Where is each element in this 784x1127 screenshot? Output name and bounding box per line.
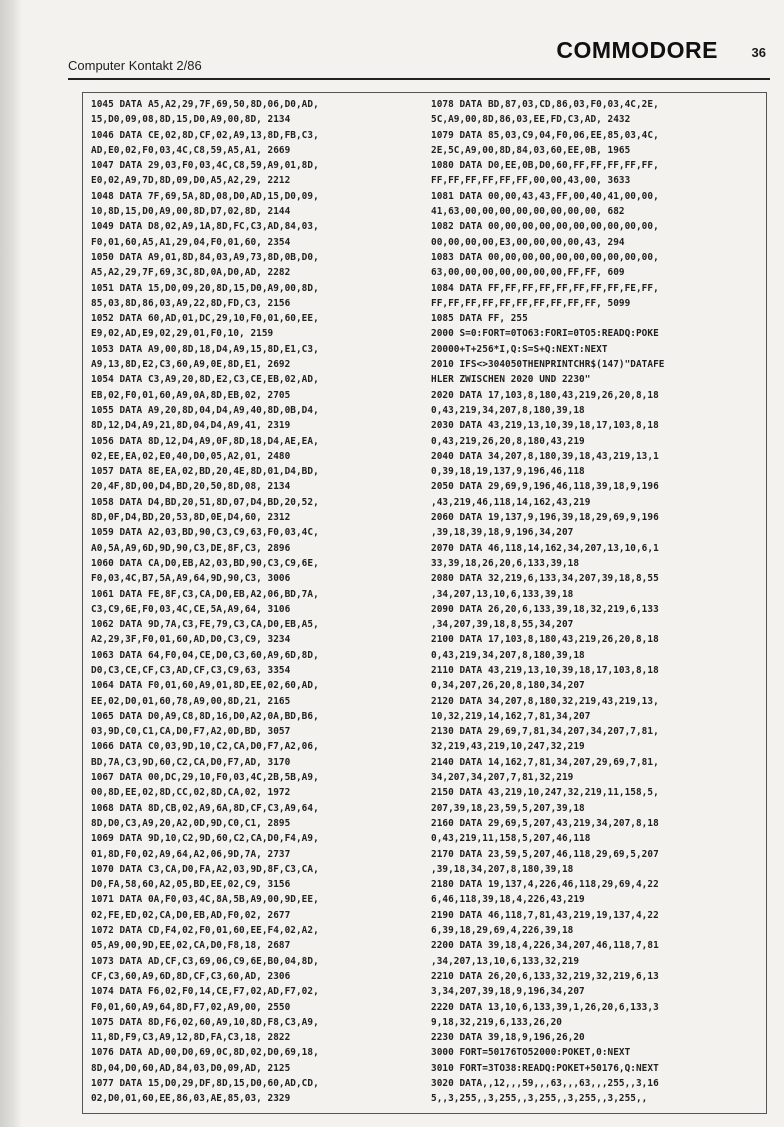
listing-line: 1070 DATA C3,CA,D0,FA,A2,03,9D,8F,C3,CA, <box>91 863 319 875</box>
listing-line: 05,A9,00,9D,EE,02,CA,D0,F8,18, 2687 <box>91 940 291 952</box>
listing-line: 1069 DATA 9D,10,C2,9D,60,C2,CA,D0,F4,A9, <box>91 833 319 845</box>
listing-line: 1057 DATA 8E,EA,02,BD,20,4E,8D,01,D4,BD, <box>91 466 319 478</box>
listing-line: 8D,04,D0,60,AD,84,03,D0,09,AD, 2125 <box>91 1062 291 1074</box>
listing-line: E0,02,A9,7D,8D,09,D0,A5,A2,29, 2212 <box>91 175 291 187</box>
listing-line: 8D,12,D4,A9,21,8D,04,D4,A9,41, 2319 <box>91 420 291 432</box>
listing-line: ,34,207,13,10,6,133,39,18 <box>431 588 574 600</box>
listing-line: 2030 DATA 43,219,13,10,39,18,17,103,8,18 <box>431 420 659 432</box>
listing-line: 2100 DATA 17,103,8,180,43,219,26,20,8,18 <box>431 634 659 646</box>
listing-column-left <box>91 97 319 1107</box>
listing-line: F0,01,60,A9,64,8D,F7,02,A9,00, 2550 <box>91 1001 291 1013</box>
listing-line: 0,43,219,26,20,8,180,43,219 <box>431 435 585 447</box>
listing-line: A9,13,8D,E2,C3,60,A9,0E,8D,E1, 2692 <box>91 359 291 371</box>
listing-line: CF,C3,60,A9,6D,8D,CF,C3,60,AD, 2306 <box>91 970 291 982</box>
listing-line: 0,43,219,11,158,5,207,46,118 <box>431 833 591 845</box>
listing-line: 85,03,8D,86,03,A9,22,8D,FD,C3, 2156 <box>91 297 291 309</box>
listing-line: 207,39,18,23,59,5,207,39,18 <box>431 802 585 814</box>
listing-line: 3,34,207,39,18,9,196,34,207 <box>431 986 585 998</box>
listing-line: F0,03,4C,B7,5A,A9,64,9D,90,C3, 3006 <box>91 573 291 585</box>
listing-line: 1048 DATA 7F,69,5A,8D,08,D0,AD,15,D0,09, <box>91 190 319 202</box>
listing-line: 2050 DATA 29,69,9,196,46,118,39,18,9,196 <box>431 481 659 493</box>
listing-line: 2190 DATA 46,118,7,81,43,219,19,137,4,22 <box>431 909 659 921</box>
listing-line: FF,FF,FF,FF,FF,FF,00,00,43,00, 3633 <box>431 175 631 187</box>
page-number: 36 <box>751 45 766 60</box>
listing-line: 1065 DATA D0,A9,C8,8D,16,D0,A2,0A,BD,B6, <box>91 710 319 722</box>
header-rule <box>68 78 770 80</box>
listing-line: 1062 DATA 9D,7A,C3,FE,79,C3,CA,D0,EB,A5, <box>91 619 319 631</box>
listing-line: 2000 S=0:FORT=0TO63:FORI=0TO5:READQ:POKE <box>431 328 659 340</box>
listing-line: 1075 DATA 8D,F6,02,60,A9,10,8D,F8,C3,A9, <box>91 1016 319 1028</box>
listing-line: 0,39,18,19,137,9,196,46,118 <box>431 466 585 478</box>
listing-line: 02,EE,EA,02,E0,40,D0,05,A2,01, 2480 <box>91 450 291 462</box>
listing-line: 01,8D,F0,02,A9,64,A2,06,9D,7A, 2737 <box>91 848 291 860</box>
listing-line: 00,00,00,00,E3,00,00,00,00,43, 294 <box>431 236 625 248</box>
listing-line: 6,46,118,39,18,4,226,43,219 <box>431 894 585 906</box>
listing-line: 32,219,43,219,10,247,32,219 <box>431 741 585 753</box>
listing-line: 5,,3,255,,3,255,,3,255,,3,255,,3,255,, <box>431 1093 648 1105</box>
listing-line: AD,E0,02,F0,03,4C,C8,59,A5,A1, 2669 <box>91 144 291 156</box>
listing-line: 1077 DATA 15,D0,29,DF,8D,15,D0,60,AD,CD, <box>91 1078 319 1089</box>
listing-line: 33,39,18,26,20,6,133,39,18 <box>431 557 580 569</box>
listing-line: 2150 DATA 43,219,10,247,32,219,11,158,5, <box>431 787 659 799</box>
listing-line: 2180 DATA 19,137,4,226,46,118,29,69,4,22 <box>431 879 659 891</box>
listing-line: 63,00,00,00,00,00,00,00,FF,FF, 609 <box>431 267 625 279</box>
listing-line: 2200 DATA 39,18,4,226,34,207,46,118,7,81 <box>431 940 659 952</box>
listing-line: 0,34,207,26,20,8,180,34,207 <box>431 680 585 692</box>
listing-line: 2070 DATA 46,118,14,162,34,207,13,10,6,1 <box>431 542 659 554</box>
listing-line: A5,A2,29,7F,69,3C,8D,0A,D0,AD, 2282 <box>91 267 291 279</box>
listing-line: 11,8D,F9,C3,A9,12,8D,FA,C3,18, 2822 <box>91 1032 291 1044</box>
listing-line: 15,D0,09,08,8D,15,D0,A9,00,8D, 2134 <box>91 114 291 126</box>
listing-line: 1066 DATA C0,03,9D,10,C2,CA,D0,F7,A2,06, <box>91 741 319 753</box>
section-title: COMMODORE <box>556 37 718 63</box>
listing-line: 1049 DATA D8,02,A9,1A,8D,FC,C3,AD,84,03, <box>91 221 319 233</box>
listing-line: 1052 DATA 60,AD,01,DC,29,10,F0,01,60,EE, <box>91 313 319 325</box>
listing-line: 1064 DATA F0,01,60,A9,01,8D,EE,02,60,AD, <box>91 680 319 692</box>
listing-line: EE,02,D0,01,60,78,A9,00,8D,21, 2165 <box>91 695 291 707</box>
listing-line: 1053 DATA A9,00,8D,18,D4,A9,15,8D,E1,C3, <box>91 343 319 355</box>
listing-line: 1060 DATA CA,D0,EB,A2,03,BD,90,C3,C9,6E, <box>91 557 319 569</box>
listing-line: 02,D0,01,60,EE,86,03,AE,85,03, 2329 <box>91 1093 291 1105</box>
listing-line: 1068 DATA 8D,CB,02,A9,6A,8D,CF,C3,A9,64, <box>91 802 319 814</box>
listing-line: 1076 DATA AD,00,D0,69,0C,8D,02,D0,69,18, <box>91 1047 319 1059</box>
listing-line: 2140 DATA 14,162,7,81,34,207,29,69,7,81, <box>431 756 659 768</box>
listing-line: 03,9D,C0,C1,CA,D0,F7,A2,0D,BD, 3057 <box>91 726 291 738</box>
listing-line: ,34,207,39,18,8,55,34,207 <box>431 619 574 631</box>
listing-line: 1058 DATA D4,BD,20,51,8D,07,D4,BD,20,52, <box>91 496 319 508</box>
listing-line: ,34,207,13,10,6,133,32,219 <box>431 955 580 967</box>
basic-listing-box <box>82 92 767 1114</box>
listing-line: 1056 DATA 8D,12,D4,A9,0F,8D,18,D4,AE,EA, <box>91 435 319 447</box>
listing-line: 1067 DATA 00,DC,29,10,F0,03,4C,2B,5B,A9, <box>91 772 319 784</box>
listing-line: E9,02,AD,E9,02,29,01,F0,10, 2159 <box>91 328 274 340</box>
listing-line: 2230 DATA 39,18,9,196,26,20 <box>431 1032 585 1044</box>
listing-line: 1079 DATA 85,03,C9,04,F0,06,EE,85,03,4C, <box>431 129 659 141</box>
listing-line: 2080 DATA 32,219,6,133,34,207,39,18,8,55 <box>431 573 659 585</box>
listing-line: FF,FF,FF,FF,FF,FF,FF,FF,FF,FF, 5099 <box>431 297 631 309</box>
listing-line: 1063 DATA 64,F0,04,CE,D0,C3,60,A9,6D,8D, <box>91 649 319 661</box>
listing-column-right <box>431 97 664 1107</box>
listing-line: 8D,D0,C3,A9,20,A2,0D,9D,C0,C1, 2895 <box>91 817 291 829</box>
listing-line: ,39,18,34,207,8,180,39,18 <box>431 863 574 875</box>
listing-line: 1084 DATA FF,FF,FF,FF,FF,FF,FF,FF,FE,FF, <box>431 282 659 294</box>
listing-line: A2,29,3F,F0,01,60,AD,D0,C3,C9, 3234 <box>91 634 291 646</box>
listing-line: 10,32,219,14,162,7,81,34,207 <box>431 710 591 722</box>
listing-line: 2210 DATA 26,20,6,133,32,219,32,219,6,13 <box>431 970 659 982</box>
listing-line: D0,FA,58,60,A2,05,BD,EE,02,C9, 3156 <box>91 879 291 891</box>
listing-line: 9,18,32,219,6,133,26,20 <box>431 1016 562 1028</box>
listing-line: 02,FE,ED,02,CA,D0,EB,AD,F0,02, 2677 <box>91 909 291 921</box>
listing-line: 1078 DATA BD,87,03,CD,86,03,F0,03,4C,2E, <box>431 99 659 110</box>
listing-line: 2E,5C,A9,00,8D,84,03,60,EE,0B, 1965 <box>431 144 631 156</box>
listing-line: 20000+T+256*I,Q:S=S+Q:NEXT:NEXT <box>431 343 608 355</box>
listing-line: 6,39,18,29,69,4,226,39,18 <box>431 925 574 937</box>
listing-line: C3,C9,6E,F0,03,4C,CE,5A,A9,64, 3106 <box>91 603 291 615</box>
listing-line: 1047 DATA 29,03,F0,03,4C,C8,59,A9,01,8D, <box>91 160 319 172</box>
page-header <box>68 34 772 78</box>
listing-line: 1055 DATA A9,20,8D,04,D4,A9,40,8D,0B,D4, <box>91 404 319 416</box>
listing-line: 1074 DATA F6,02,F0,14,CE,F7,02,AD,F7,02, <box>91 986 319 998</box>
book-binding <box>0 0 22 1127</box>
listing-line: 1081 DATA 00,00,43,43,FF,00,40,41,00,00, <box>431 190 659 202</box>
listing-line: 1082 DATA 00,00,00,00,00,00,00,00,00,00, <box>431 221 659 233</box>
listing-line: 8D,0F,D4,BD,20,53,8D,0E,D4,60, 2312 <box>91 512 291 524</box>
listing-line: 1061 DATA FE,8F,C3,CA,D0,EB,A2,06,BD,7A, <box>91 588 319 600</box>
listing-line: 1059 DATA A2,03,BD,90,C3,C9,63,F0,03,4C, <box>91 527 319 539</box>
listing-line: BD,7A,C3,9D,60,C2,CA,D0,F7,AD, 3170 <box>91 756 291 768</box>
listing-line: 1085 DATA FF, 255 <box>431 313 528 325</box>
listing-line: 1050 DATA A9,01,8D,84,03,A9,73,8D,0B,D0, <box>91 251 319 263</box>
listing-line: 2010 IFS<>304050THENPRINTCHR$(147)"DATAFE <box>431 359 665 371</box>
listing-line: 2130 DATA 29,69,7,81,34,207,34,207,7,81, <box>431 726 659 738</box>
listing-line: 1072 DATA CD,F4,02,F0,01,60,EE,F4,02,A2, <box>91 925 319 937</box>
listing-line: 2040 DATA 34,207,8,180,39,18,43,219,13,1 <box>431 450 659 462</box>
listing-line: 2220 DATA 13,10,6,133,39,1,26,20,6,133,3 <box>431 1001 659 1013</box>
listing-line: 1073 DATA AD,CF,C3,69,06,C9,6E,B0,04,8D, <box>91 955 319 967</box>
listing-line: 2110 DATA 43,219,13,10,39,18,17,103,8,18 <box>431 664 659 676</box>
listing-line: 1046 DATA CE,02,8D,CF,02,A9,13,8D,FB,C3, <box>91 129 319 141</box>
listing-line: EB,02,F0,01,60,A9,0A,8D,EB,02, 2705 <box>91 389 291 401</box>
listing-line: D0,C3,CE,CF,C3,AD,CF,C3,C9,63, 3354 <box>91 664 291 676</box>
listing-line: 2020 DATA 17,103,8,180,43,219,26,20,8,18 <box>431 389 659 401</box>
listing-line: 3000 FORT=50176TO52000:POKET,0:NEXT <box>431 1047 631 1059</box>
listing-line: 1080 DATA D0,EE,0B,D0,60,FF,FF,FF,FF,FF, <box>431 160 659 172</box>
magazine-issue: Computer Kontakt 2/86 <box>68 58 202 73</box>
listing-line: 2160 DATA 29,69,5,207,43,219,34,207,8,18 <box>431 817 659 829</box>
listing-line: 1051 DATA 15,D0,09,20,8D,15,D0,A9,00,8D, <box>91 282 319 294</box>
listing-line: A0,5A,A9,6D,9D,90,C3,DE,8F,C3, 2896 <box>91 542 291 554</box>
listing-line: 2120 DATA 34,207,8,180,32,219,43,219,13, <box>431 695 659 707</box>
listing-line: HLER ZWISCHEN 2020 UND 2230" <box>431 374 591 386</box>
listing-line: ,43,219,46,118,14,162,43,219 <box>431 496 591 508</box>
listing-line: 0,43,219,34,207,8,180,39,18 <box>431 649 585 661</box>
listing-line: ,39,18,39,18,9,196,34,207 <box>431 527 574 539</box>
listing-line: 1083 DATA 00,00,00,00,00,00,00,00,00,00, <box>431 251 659 263</box>
listing-line: 1045 DATA A5,A2,29,7F,69,50,8D,06,D0,AD, <box>91 99 319 110</box>
listing-line: 34,207,34,207,7,81,32,219 <box>431 772 574 784</box>
listing-line: 0,43,219,34,207,8,180,39,18 <box>431 404 585 416</box>
listing-line: 2090 DATA 26,20,6,133,39,18,32,219,6,133 <box>431 603 659 615</box>
listing-line: 41,63,00,00,00,00,00,00,00,00, 682 <box>431 206 625 218</box>
listing-line: 2170 DATA 23,59,5,207,46,118,29,69,5,207 <box>431 848 659 860</box>
listing-line: 10,8D,15,D0,A9,00,8D,D7,02,8D, 2144 <box>91 206 291 218</box>
listing-line: 3020 DATA,,12,,,59,,,63,,,63,,,255,,3,16 <box>431 1078 659 1089</box>
listing-line: 20,4F,8D,00,D4,BD,20,50,8D,08, 2134 <box>91 481 291 493</box>
listing-line: 1054 DATA C3,A9,20,8D,E2,C3,CE,EB,02,AD, <box>91 374 319 386</box>
listing-line: 00,8D,EE,02,8D,CC,02,8D,CA,02, 1972 <box>91 787 291 799</box>
listing-line: 1071 DATA 0A,F0,03,4C,8A,5B,A9,00,9D,EE, <box>91 894 319 906</box>
listing-line: 3010 FORT=3TO38:READQ:POKET+50176,Q:NEXT <box>431 1062 659 1074</box>
listing-line: 5C,A9,00,8D,86,03,EE,FD,C3,AD, 2432 <box>431 114 631 126</box>
listing-line: 2060 DATA 19,137,9,196,39,18,29,69,9,196 <box>431 512 659 524</box>
listing-line: F0,01,60,A5,A1,29,04,F0,01,60, 2354 <box>91 236 291 248</box>
